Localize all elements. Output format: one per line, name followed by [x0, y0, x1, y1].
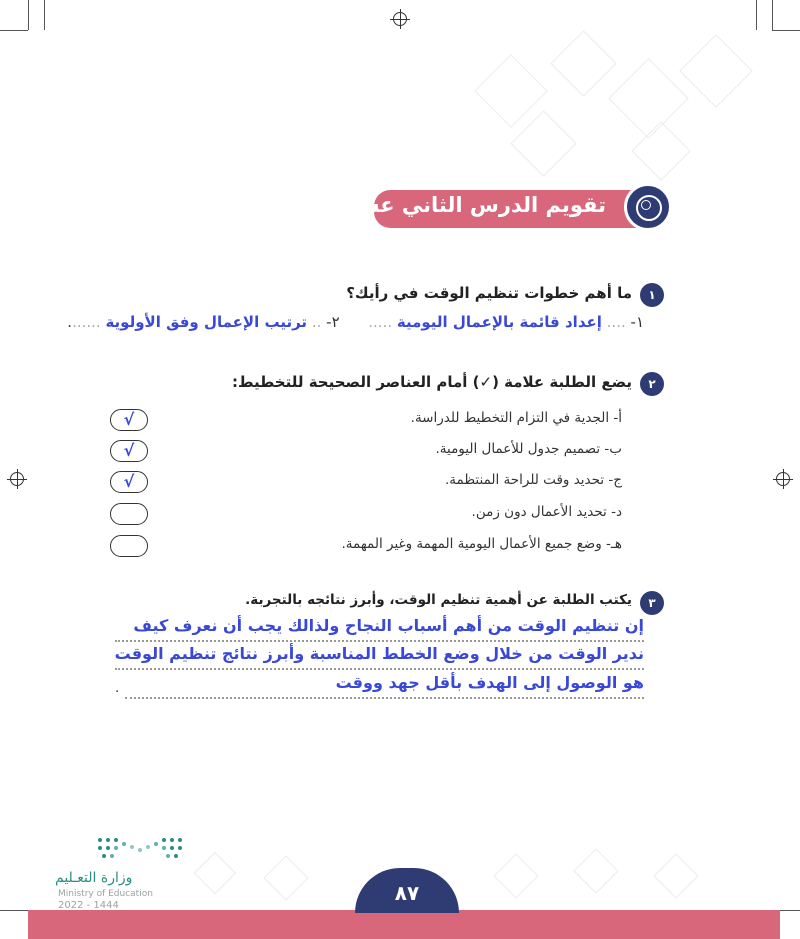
handwritten-answer: ترتيب الإعمال وفق الأولوية: [105, 313, 308, 331]
handwritten-line: ندير الوقت من خلال وضع الخطط المناسبة وأبرز نتائج تنظيم الوقت: [114, 644, 644, 663]
moe-logo-icon: [98, 836, 186, 860]
handwritten-answer: إعداد قائمة بالإعمال اليومية: [396, 313, 602, 331]
registration-mark-icon: [393, 12, 407, 26]
crop-mark: [0, 30, 28, 31]
checkbox-answer[interactable]: [110, 503, 148, 525]
line-end: .: [67, 313, 73, 331]
option-label: أ- الجدية في التزام التخطيط للدراسة.: [410, 410, 622, 426]
decorative-shape: [550, 30, 616, 96]
option-label: هـ- وضع جميع الأعمال اليومية المهمة وغير المهمة.: [341, 536, 622, 552]
checkbox-answer[interactable]: [110, 535, 148, 557]
decorative-shape: [653, 853, 698, 898]
decorative-shape: [679, 34, 753, 108]
question-number-badge: ٢: [640, 372, 664, 396]
ministry-name-english: Ministry of Education: [58, 889, 153, 899]
writing-line: [115, 640, 644, 642]
crop-mark: [772, 0, 773, 30]
decorative-shape: [510, 110, 576, 176]
lesson-title: تقويم الدرس الثاني عشر: [345, 193, 606, 217]
decorative-shape: [493, 853, 538, 898]
question-3-text: يكتب الطلبة عن أهمية تنظيم الوقت، وأبرز نتائجه بالتجربة.: [245, 592, 632, 608]
answer-prefix: ١-: [630, 313, 644, 331]
ministry-name-arabic: وزارة التعـليم: [55, 870, 133, 886]
decorative-shape: [608, 58, 689, 139]
crop-mark: [44, 0, 45, 30]
crop-mark: [772, 30, 800, 31]
answer-prefix: ٢-: [326, 313, 340, 331]
decorative-shape: [194, 852, 236, 894]
thinking-head-icon: [624, 183, 672, 231]
question-number-badge: ٣: [640, 591, 664, 615]
question-2-text: يضع الطلبة علامة (✓) أمام العناصر الصحيحة للتخطيط:: [232, 373, 632, 391]
writing-line: [125, 697, 644, 699]
line-end: .: [115, 680, 120, 696]
question-1-answer-line: ١- .... إعداد قائمة بالإعمال اليومية ..... ٢- .. ترتيب الإعمال وفق الأولوية .......: [67, 313, 644, 331]
handwritten-line: إن تنظيم الوقت من أهم أسباب النجاح ولذالك يجب أن نعرف كيف: [133, 616, 644, 635]
checkbox-answer[interactable]: √: [110, 471, 148, 493]
footer-bar: [28, 910, 780, 939]
decorative-shape: [263, 855, 308, 900]
checkbox-answer[interactable]: √: [110, 409, 148, 431]
option-label: ب- تصميم جدول للأعمال اليومية.: [435, 441, 622, 457]
page-number: ٨٧: [355, 868, 459, 913]
decorative-shape: [573, 848, 618, 893]
registration-mark-icon: [10, 472, 24, 486]
option-label: ج- تحديد وقت للراحة المنتظمة.: [445, 472, 622, 488]
edition-year: 2022 - 1444: [58, 900, 119, 911]
checkbox-answer[interactable]: √: [110, 440, 148, 462]
handwritten-line: هو الوصول إلى الهدف بأقل جهد ووقت: [335, 673, 644, 692]
crop-mark: [28, 0, 29, 30]
lesson-title-banner: [345, 190, 670, 228]
crop-mark: [756, 0, 757, 30]
question-1-text: ما أهم خطوات تنظيم الوقت في رأيك؟: [346, 284, 632, 302]
question-number-badge: ١: [640, 283, 664, 307]
crop-mark: [0, 910, 28, 911]
writing-line: [115, 668, 644, 670]
option-label: د- تحديد الأعمال دون زمن.: [471, 504, 622, 520]
registration-mark-icon: [776, 472, 790, 486]
